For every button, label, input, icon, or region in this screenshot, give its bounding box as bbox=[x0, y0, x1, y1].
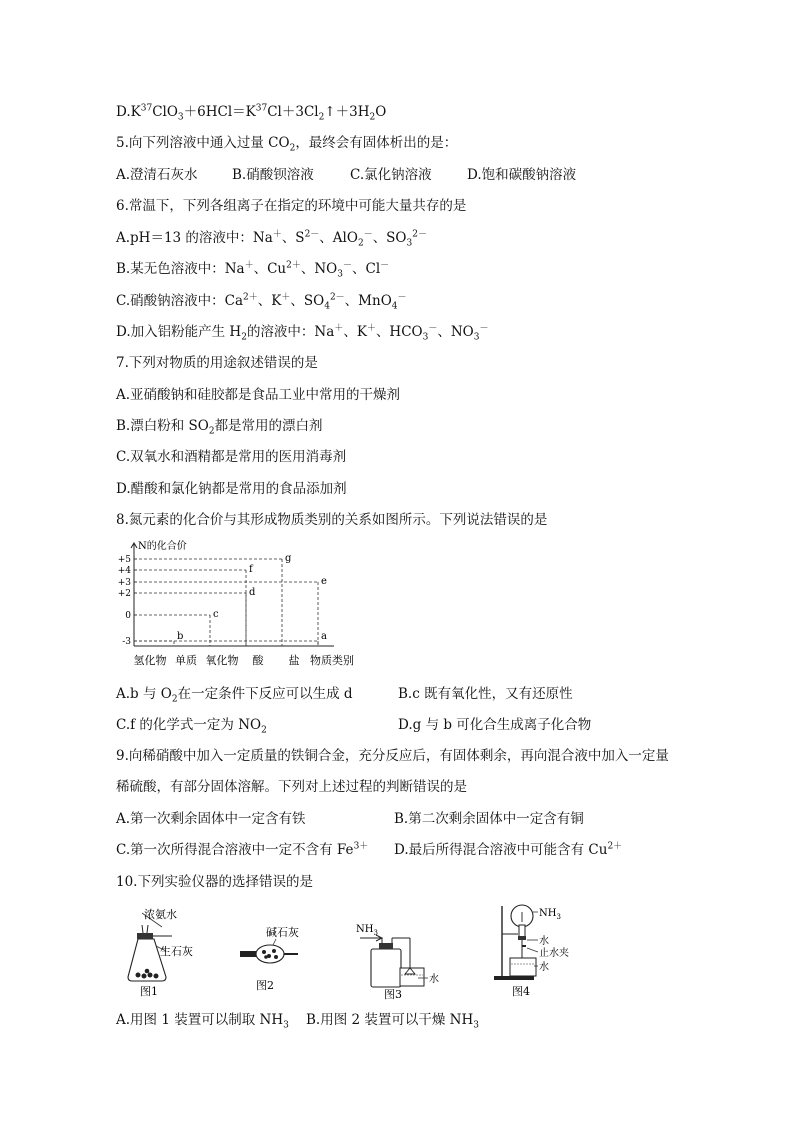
text: D.加入铝粉能产生 H bbox=[116, 324, 242, 340]
subscript: 3 bbox=[406, 238, 413, 249]
text: 、NO bbox=[300, 261, 338, 277]
q8-option-a bbox=[116, 684, 353, 704]
q7-option-d: D.醋酸和氯化钠都是常用的食品添加剂 bbox=[116, 481, 347, 497]
text: D.K bbox=[116, 104, 141, 120]
figure-3-gas-absorption bbox=[352, 918, 462, 1000]
subscript: 3 bbox=[373, 929, 378, 937]
q7-option-c: C.双氧水和酒精都是常用的医用消毒剂 bbox=[116, 449, 347, 465]
y-tick-label: +2 bbox=[117, 589, 131, 599]
subscript: 3 bbox=[556, 913, 561, 921]
subscript: 2 bbox=[241, 332, 247, 343]
x-tick-label: 氧化物 bbox=[205, 654, 239, 667]
q8-option-c bbox=[116, 715, 267, 735]
tube-end-icon bbox=[240, 951, 256, 957]
text: ↑＋3H bbox=[324, 104, 370, 120]
q5-stem bbox=[116, 133, 457, 153]
q6-option-d bbox=[116, 322, 489, 342]
superscript: 2－ bbox=[304, 229, 320, 240]
q10-stem: 10.下列实验仪器的选择错误的是 bbox=[116, 874, 313, 890]
stand-base-icon bbox=[494, 976, 534, 980]
q7-option-a: A.亚硝酸钠和硅胶都是食品工业中常用的干燥剂 bbox=[116, 387, 401, 403]
q6-option-a bbox=[116, 228, 427, 248]
superscript: － bbox=[428, 323, 438, 334]
text: 、K bbox=[257, 293, 282, 309]
subscript: 2 bbox=[208, 426, 215, 437]
text: NH bbox=[539, 908, 557, 919]
q10-option-b bbox=[306, 1010, 479, 1030]
x-tick-label: 氢化物 bbox=[133, 654, 167, 667]
figure-2-drying-tube bbox=[236, 915, 316, 995]
subscript: 3 bbox=[283, 1020, 289, 1031]
superscript: ＋ bbox=[244, 260, 254, 271]
subscript: 3 bbox=[422, 332, 429, 343]
fig3-label-gas bbox=[356, 924, 378, 937]
point-label: d bbox=[249, 587, 256, 598]
subscript: 2 bbox=[289, 143, 296, 154]
text: B.漂白粉和 SO bbox=[116, 418, 209, 434]
q7-stem: 7.下列对物质的用途叙述错误的是 bbox=[116, 355, 318, 371]
subscript: 4 bbox=[391, 301, 398, 312]
text: A.b 与 O bbox=[116, 686, 172, 702]
text: 、Cu bbox=[253, 261, 287, 277]
q6-option-b bbox=[116, 259, 389, 279]
figure-1-ammonia-generator bbox=[120, 903, 210, 998]
x-tick-label: 盐 bbox=[288, 654, 300, 667]
text: B.某无色溶液中：Na bbox=[116, 261, 245, 277]
fig2-caption: 图2 bbox=[256, 979, 274, 992]
superscript: ＋ bbox=[272, 229, 282, 240]
subscript: 3 bbox=[473, 332, 480, 343]
x-axis-label: 物质类别 bbox=[310, 654, 354, 667]
q9-option-d bbox=[394, 840, 622, 860]
text: ClO bbox=[152, 104, 178, 120]
text: C.硝酸钠溶液中：Ca bbox=[116, 293, 244, 309]
q5-option-c: C.氯化钠溶液 bbox=[350, 167, 432, 183]
trough-icon bbox=[510, 958, 536, 976]
text: A.pH＝13 的溶液中：Na bbox=[116, 230, 273, 246]
text: C.f 的化学式一定为 NO bbox=[116, 717, 262, 733]
subscript: 3 bbox=[473, 1020, 479, 1031]
text: NH bbox=[356, 924, 374, 935]
superscript: － bbox=[342, 260, 352, 271]
superscript: 2＋ bbox=[607, 841, 623, 852]
q5-option-a: A.澄清石灰水 bbox=[116, 167, 198, 183]
superscript: ＋ bbox=[281, 292, 291, 303]
drying-bulb-icon bbox=[256, 945, 284, 963]
fig1-label-reagent: 浓氨水 bbox=[144, 908, 177, 921]
q6-option-c bbox=[116, 291, 407, 311]
fig4-label-gas bbox=[539, 908, 561, 921]
text: 的溶液中：Na bbox=[246, 324, 335, 340]
figure-4-fountain-experiment bbox=[488, 900, 598, 1000]
fig3-caption: 图3 bbox=[384, 988, 402, 1000]
text: 、MnO bbox=[344, 293, 392, 309]
fig4-caption: 图4 bbox=[512, 985, 530, 998]
q5-option-b: B.硝酸钡溶液 bbox=[232, 167, 314, 183]
q10-option-a bbox=[116, 1010, 289, 1030]
superscript: － bbox=[380, 260, 390, 271]
text: 、S bbox=[281, 230, 305, 246]
q5-option-d: D.饱和碳酸钠溶液 bbox=[467, 167, 577, 183]
collection-bottle-icon bbox=[371, 949, 401, 987]
subscript: 2 bbox=[261, 725, 267, 736]
stopper-icon bbox=[137, 933, 153, 939]
point-label: b bbox=[177, 631, 184, 642]
fig3-label-water: 水 bbox=[429, 974, 439, 985]
fig1-label-solid: 生石灰 bbox=[160, 945, 193, 958]
point-label: e bbox=[321, 576, 327, 587]
text: 、Cl bbox=[352, 261, 381, 277]
y-tick-label: +5 bbox=[117, 555, 131, 565]
y-tick-label: +3 bbox=[117, 578, 131, 588]
text: D.最后所得混合溶液中可能含有 Cu bbox=[394, 842, 608, 858]
superscript: － bbox=[479, 323, 489, 334]
subscript: 4 bbox=[324, 301, 330, 312]
subscript: 3 bbox=[177, 112, 184, 123]
superscript: － bbox=[363, 229, 373, 240]
q9-stem-line1: 9.向稀硝酸中加入一定质量的铁铜合金，充分反应后，有固体剩余，再向混合液中加入一定量 bbox=[116, 748, 669, 764]
text: O bbox=[375, 104, 387, 120]
text: 、K bbox=[343, 324, 367, 340]
superscript: 3＋ bbox=[353, 841, 369, 852]
text: Cl＋3Cl bbox=[267, 104, 319, 120]
y-tick-label: -3 bbox=[122, 637, 131, 647]
text: ＋6HCl＝K bbox=[183, 104, 256, 120]
subscript: 3 bbox=[337, 269, 343, 280]
text: 5.向下列溶液中通入过量 CO bbox=[116, 135, 290, 151]
subscript: 2 bbox=[171, 694, 178, 705]
text: 、AlO bbox=[319, 230, 358, 246]
subscript: 2 bbox=[357, 238, 364, 249]
q9-option-b: B.第二次剩余固体中一定含有铜 bbox=[394, 811, 584, 827]
q9-option-a: A.第一次剩余固体中一定含有铁 bbox=[116, 811, 306, 827]
text: C.第一次所得混合溶液中一定不含有 Fe bbox=[116, 842, 354, 858]
point-label: g bbox=[285, 553, 292, 564]
x-tick-label: 单质 bbox=[175, 654, 197, 667]
y-tick-label: +4 bbox=[117, 566, 131, 576]
superscript: 2－ bbox=[412, 229, 427, 240]
text: 在一定条件下反应可以生成 d bbox=[177, 686, 353, 702]
text: 、HCO bbox=[375, 324, 423, 340]
subscript: 2 bbox=[369, 112, 376, 123]
superscript: 37 bbox=[255, 103, 268, 114]
superscript: 2－ bbox=[329, 292, 345, 303]
fig2-label: 碱石灰 bbox=[266, 926, 299, 939]
q4-option-d bbox=[116, 102, 386, 122]
q8-option-b: B.c 既有氧化性，又有还原性 bbox=[398, 686, 573, 702]
fig4-label-clamp: 止水夹 bbox=[539, 948, 569, 959]
fig4-label-water-top: 水 bbox=[539, 936, 549, 947]
text: 、SO bbox=[372, 230, 407, 246]
point-label: a bbox=[321, 631, 327, 642]
superscript: ＋ bbox=[334, 323, 344, 334]
chart-layer bbox=[118, 539, 354, 667]
q9-stem-line2: 稀硫酸，有部分固体溶解。下列对上述过程的判断错误的是 bbox=[116, 779, 467, 795]
x-tick-label: 酸 bbox=[252, 654, 264, 667]
q9-option-c bbox=[116, 840, 368, 860]
q6-stem: 6.常温下，下列各组离子在指定的环境中可能大量共存的是 bbox=[116, 198, 467, 214]
y-tick-label: 0 bbox=[125, 611, 131, 621]
superscript: 2＋ bbox=[243, 292, 258, 303]
q7-option-b bbox=[116, 416, 323, 436]
superscript: ＋ bbox=[366, 323, 376, 334]
fig4-label-water-bottom: 水 bbox=[539, 962, 549, 973]
text: 都是常用的漂白剂 bbox=[214, 418, 323, 434]
superscript: － bbox=[397, 292, 407, 303]
text: A.用图 1 装置可以制取 NH bbox=[116, 1012, 284, 1028]
text: B.用图 2 装置可以干燥 NH bbox=[306, 1012, 474, 1028]
subscript: 2 bbox=[318, 112, 325, 123]
valence-chart bbox=[112, 535, 372, 675]
q8-option-d: D.g 与 b 可化合生成离子化合物 bbox=[398, 717, 592, 733]
q8-stem: 8.氮元素的化合价与其形成物质类别的关系如图所示。下列说法错误的是 bbox=[116, 512, 548, 528]
point-label: c bbox=[213, 609, 219, 620]
text: 、NO bbox=[437, 324, 474, 340]
superscript: 37 bbox=[140, 103, 153, 114]
text: 、SO bbox=[290, 293, 325, 309]
text: ，最终会有固体析出的是： bbox=[295, 135, 458, 151]
y-axis-label: N的化合价 bbox=[138, 541, 187, 552]
superscript: 2＋ bbox=[286, 260, 301, 271]
point-label: f bbox=[249, 564, 253, 575]
fig1-caption: 图1 bbox=[140, 985, 158, 998]
